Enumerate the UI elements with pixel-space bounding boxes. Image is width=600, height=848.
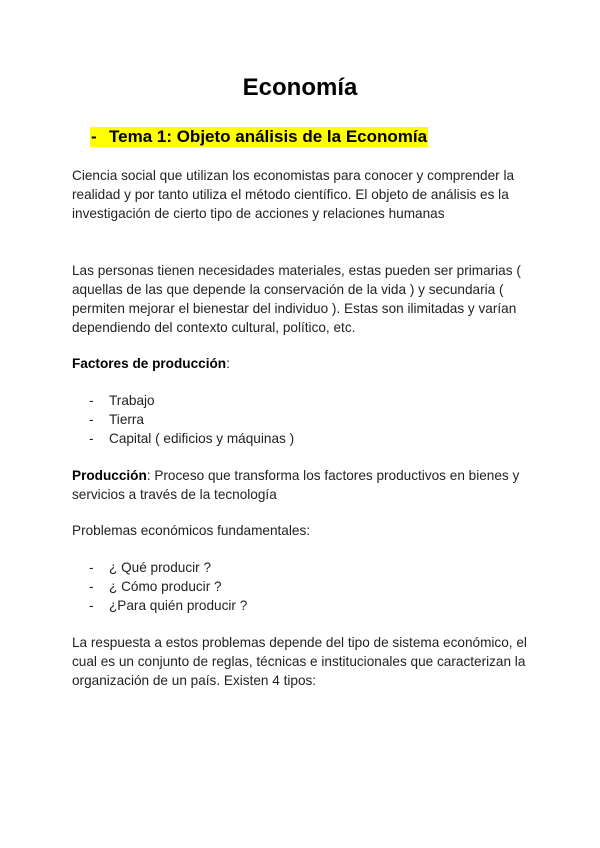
- list-bullet: -: [89, 560, 94, 575]
- needs-paragraph: Las personas tienen necesidades materiales, estas pueden ser primarias ( aquellas de las que depende la conservación de la vida ) y secundaria ( permiten mejorar el bienestar del individuo ). Estas son ilimitadas y varían dependiendo del contexto cultural, político, etc.: [72, 263, 521, 335]
- heading-highlight: [90, 127, 428, 147]
- list-item: [72, 577, 247, 596]
- list-item-text: ¿ Qué producir ?: [109, 560, 211, 575]
- production-definition: : Proceso que transforma los factores productivos en bienes y servicios a través de la tecnología: [72, 468, 520, 502]
- factors-heading: [72, 354, 532, 373]
- factors-list: [72, 391, 294, 448]
- list-bullet: -: [89, 579, 94, 594]
- list-item-text: Trabajo: [109, 393, 155, 408]
- heading-text: Tema 1: Objeto análisis de la Economía: [109, 127, 428, 146]
- list-bullet: -: [89, 431, 94, 446]
- problems-intro: Problemas económicos fundamentales:: [72, 523, 311, 538]
- list-item-text: ¿Para quién producir ?: [109, 598, 248, 613]
- heading-bullet: -: [91, 127, 97, 146]
- intro-paragraph: Ciencia social que utilizan los economistas para conocer y comprender la realidad y por tanto utiliza el método científico. El objeto de análisis es la investigación de cierto tipo de acciones y relaciones humanas: [72, 168, 515, 221]
- list-item-text: Capital ( edificios y máquinas ): [109, 431, 295, 446]
- problems-list: [72, 558, 247, 615]
- document-title: Economía: [242, 74, 358, 101]
- list-item: [72, 410, 294, 429]
- section-heading: [90, 126, 428, 148]
- list-item: [72, 391, 294, 410]
- list-bullet: -: [89, 393, 94, 408]
- production-paragraph: [72, 466, 532, 504]
- production-term: Producción: [72, 468, 147, 483]
- list-item-text: ¿ Cómo producir ?: [109, 579, 222, 594]
- list-item: [72, 558, 247, 577]
- list-bullet: -: [89, 412, 94, 427]
- systems-paragraph: La respuesta a estos problemas depende del tipo de sistema económico, el cual es un conjunto de reglas, técnicas e institucionales que caracterizan la organización de un país. Existen 4 tipos:: [72, 635, 527, 688]
- factors-suffix: :: [226, 356, 230, 371]
- list-item: [72, 429, 294, 448]
- list-item: [72, 596, 247, 615]
- list-bullet: -: [89, 598, 94, 613]
- list-item-text: Tierra: [109, 412, 144, 427]
- factors-label: Factores de producción: [72, 356, 227, 371]
